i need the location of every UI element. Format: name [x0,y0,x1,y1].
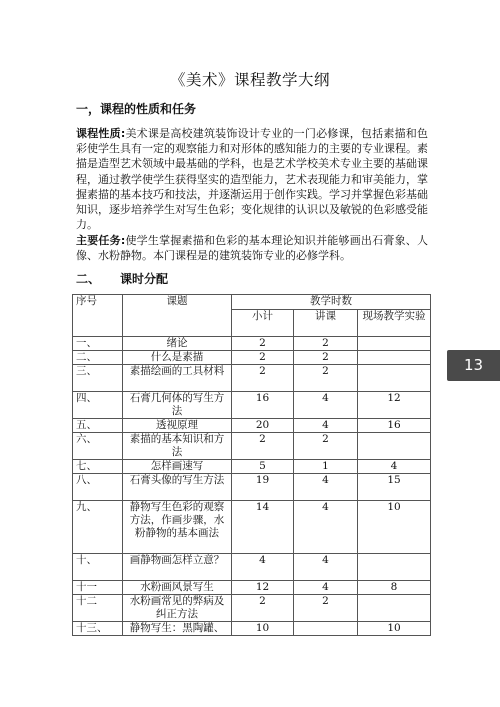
row-number: 九、 [73,501,123,554]
row-onsite: 16 [358,419,431,433]
row-lecture: 4 [294,501,358,554]
row-topic: 透视原理 [123,419,232,433]
row-onsite: 10 [358,501,431,554]
header-subtotal: 小计 [232,310,294,337]
row-lecture [294,622,358,636]
table-row [73,595,431,622]
row-topic: 石膏几何体的写生方法 [123,392,232,419]
section-number: 二、 [76,272,101,286]
row-onsite [358,337,431,351]
main-task-text: 使学生掌握素描和色彩的基本理论知识并能够画出石膏象、人像、水粉静物。本门课程是的建筑装饰专业的必修学科。 [76,234,428,263]
row-lecture: 2 [294,365,358,392]
hours-table [72,294,431,636]
table-row [73,433,431,460]
row-onsite: 12 [358,392,431,419]
table-row [73,392,431,419]
course-nature-paragraph [76,126,428,232]
row-subtotal: 2 [232,337,294,351]
row-subtotal: 2 [232,351,294,365]
row-number: 一、 [73,337,123,351]
row-number: 八、 [73,474,123,501]
row-topic: 画静物画怎样立意？ [123,554,232,581]
row-subtotal: 2 [232,595,294,622]
row-number: 二、 [73,351,123,365]
header-topic: 课题 [123,295,232,337]
header-hours: 教学时数 [232,295,431,310]
row-topic: 什么是素描 [123,351,232,365]
table-row [73,554,431,581]
row-topic: 静物写生色彩的观察方法，作画步骤，水粉静物的基本画法 [123,501,232,554]
table-row [73,365,431,392]
table-row [73,581,431,595]
header-lecture: 讲课 [294,310,358,337]
row-subtotal: 12 [232,581,294,595]
row-lecture: 4 [294,419,358,433]
row-subtotal: 20 [232,419,294,433]
row-number: 五、 [73,419,123,433]
row-topic: 怎样画速写 [123,460,232,474]
table-row [73,351,431,365]
row-lecture: 1 [294,460,358,474]
row-onsite: 8 [358,581,431,595]
row-number: 六、 [73,433,123,460]
row-lecture: 2 [294,337,358,351]
row-lecture: 4 [294,581,358,595]
row-lecture: 2 [294,595,358,622]
row-subtotal: 4 [232,554,294,581]
row-onsite [358,433,431,460]
section-heading-hours [76,270,168,287]
row-topic: 绪论 [123,337,232,351]
table-row [73,337,431,351]
row-subtotal: 2 [232,365,294,392]
row-subtotal: 2 [232,433,294,460]
course-nature-text: 美术课是高校建筑装饰设计专业的一门必修课，包括素描和色彩使学生具有一定的观察能力和对形体的感知能力的主要的专业课程。素描是造型艺术领域中最基础的学科，也是艺术学校美术专业主要的基础课程，通过教学使学生获得坚实的造型能力，艺术表现能力和审美能力，掌握素描的基本技巧和技法，并逐渐运用于创作实践。学习并掌握色彩基础知识，逐步培养学生对写生色彩；变化规律的认识以及敏锐的色彩感受能力。 [76,127,428,232]
row-lecture: 2 [294,433,358,460]
row-number: 七、 [73,460,123,474]
row-topic: 水粉画风景写生 [123,581,232,595]
header-onsite: 现场教学实验 [358,310,431,337]
row-lecture: 4 [294,554,358,581]
row-lecture: 4 [294,474,358,501]
row-onsite [358,595,431,622]
row-topic: 素描绘画的工具材料 [123,365,232,392]
row-topic: 水粉画常见的弊病及纠正方法 [123,595,232,622]
row-onsite [358,351,431,365]
page-title: 《美术》课程教学大纲 [169,71,330,89]
row-number: 四、 [73,392,123,419]
course-nature-label: 课程性质: [76,127,126,140]
row-onsite: 10 [358,622,431,636]
section-heading-nature: 一，课程的性质和任务 [76,102,197,116]
row-number: 十二 [73,595,123,622]
row-subtotal: 19 [232,474,294,501]
page-number-badge: 13 [447,350,500,381]
row-topic: 静物写生：黑陶罐、 [123,622,232,636]
row-onsite [358,365,431,392]
table-row [73,460,431,474]
row-subtotal: 5 [232,460,294,474]
section-title: 课时分配 [120,272,169,286]
header-no: 序号 [73,295,123,337]
table-row [73,474,431,501]
row-number: 十一 [73,581,123,595]
row-lecture: 2 [294,351,358,365]
row-lecture: 4 [294,392,358,419]
row-onsite [358,554,431,581]
row-topic: 石膏头像的写生方法 [123,474,232,501]
table-row [73,622,431,636]
row-onsite: 15 [358,474,431,501]
table-row [73,501,431,554]
main-task-paragraph [76,233,428,263]
row-subtotal: 14 [232,501,294,554]
row-number: 三、 [73,365,123,392]
row-subtotal: 16 [232,392,294,419]
row-number: 十三、 [73,622,123,636]
table-row [73,419,431,433]
main-task-label: 主要任务: [76,234,126,247]
row-subtotal: 10 [232,622,294,636]
row-number: 十、 [73,554,123,581]
row-onsite: 4 [358,460,431,474]
row-topic: 素描的基本知识和方法 [123,433,232,460]
